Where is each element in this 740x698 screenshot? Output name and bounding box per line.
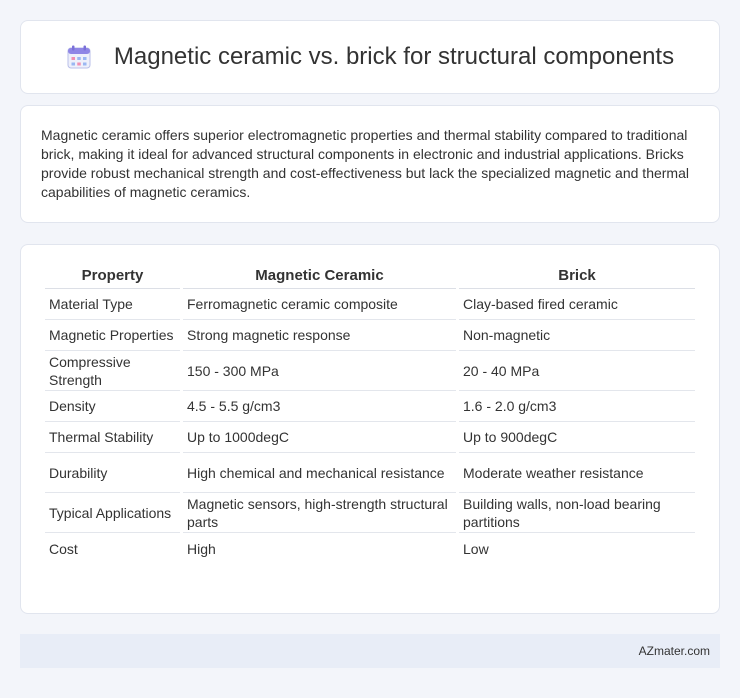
property-cell: Material Type <box>45 289 180 320</box>
property-cell: Durability <box>45 453 180 493</box>
property-cell: Thermal Stability <box>45 422 180 453</box>
magnetic-ceramic-cell: 4.5 - 5.5 g/cm3 <box>183 391 456 422</box>
brick-cell: Up to 900degC <box>459 422 695 453</box>
brick-cell: Moderate weather resistance <box>459 453 695 493</box>
table-row <box>45 289 695 320</box>
magnetic-ceramic-cell: 150 - 300 MPa <box>183 351 456 391</box>
property-cell: Cost <box>49 540 78 557</box>
table-row <box>45 533 695 564</box>
table-row <box>45 320 695 351</box>
magnetic-ceramic-cell: Strong magnetic response <box>183 320 456 351</box>
brick-cell: Clay-based fired ceramic <box>459 289 695 320</box>
table-row <box>45 351 695 391</box>
brick-cell: Non-magnetic <box>459 320 695 351</box>
column-header-magnetic-ceramic: Magnetic Ceramic <box>183 265 456 289</box>
table-row <box>45 422 695 453</box>
magnetic-ceramic-cell: High <box>187 540 216 557</box>
property-cell: Typical Applications <box>45 493 180 533</box>
calendar-icon <box>66 44 92 70</box>
brick-cell: Building walls, non-load bearing partitions <box>459 493 695 533</box>
header-card <box>20 20 720 94</box>
table-header-row <box>45 265 695 289</box>
table-row <box>45 493 695 533</box>
column-header-property: Property <box>45 265 180 289</box>
brick-cell: 1.6 - 2.0 g/cm3 <box>459 391 695 422</box>
page-title: Magnetic ceramic vs. brick for structural components <box>113 43 675 70</box>
magnetic-ceramic-cell: Up to 1000degC <box>183 422 456 453</box>
table-row <box>45 391 695 422</box>
footer-brand: AZmater.com <box>638 644 710 658</box>
intro-paragraph: Magnetic ceramic offers superior electromagnetic properties and thermal stability compared to traditional brick, making it ideal for advanced structural components in electronic and industrial applications. Bricks provide robust mechanical strength and cost-effectiveness but lack the specialized magnetic and thermal capabilities of magnetic ceramics. <box>41 127 689 200</box>
brick-cell: 20 - 40 MPa <box>459 351 695 391</box>
magnetic-ceramic-cell: Magnetic sensors, high-strength structural parts <box>183 493 456 533</box>
comparison-card <box>20 244 720 614</box>
property-cell: Density <box>45 391 180 422</box>
property-cell: Compressive Strength <box>45 351 180 391</box>
column-header-brick: Brick <box>459 265 695 289</box>
magnetic-ceramic-cell: High chemical and mechanical resistance <box>183 453 456 493</box>
brick-cell: Low <box>463 540 489 557</box>
magnetic-ceramic-cell: Ferromagnetic ceramic composite <box>183 289 456 320</box>
comparison-table <box>42 265 698 564</box>
intro-card <box>20 105 720 223</box>
property-cell: Magnetic Properties <box>45 320 180 351</box>
footer <box>20 634 720 668</box>
table-row <box>45 453 695 493</box>
